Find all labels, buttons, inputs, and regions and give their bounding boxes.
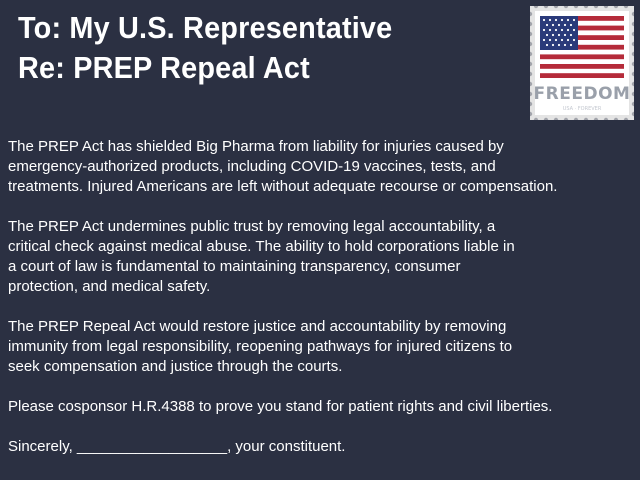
closing-signature: Sincerely, __________________, your constituent. — [8, 438, 346, 455]
to-line: To: My U.S. Representative — [18, 10, 393, 45]
letter-body — [8, 137, 636, 477]
paragraph-public-trust: The PREP Act undermines public trust by removing legal accountability, a critical check against medical abuse. The ability to hold corporations liable in a court of law is fundamental to maintaining transparency, consumer protection, and medical safety. — [8, 218, 515, 295]
paragraph-cosponsor-request: Please cosponsor H.R.4388 to prove you stand for patient rights and civil liberties. — [8, 398, 553, 415]
paragraph-liability: The PREP Act has shielded Big Pharma from liability for injuries caused by emergency-authorized products, including COVID-19 vaccines, tests, and treatments. Injured Americans are left without adequate recourse or compensation. — [8, 138, 558, 195]
re-line: Re: PREP Repeal Act — [18, 50, 310, 85]
us-flag-stamp-icon — [530, 6, 634, 120]
paragraph-repeal-act: The PREP Repeal Act would restore justice and accountability by removing immunity from legal responsibility, reopening pathways for injured citizens to seek compensation and justice through the courts. — [8, 318, 513, 375]
svg-text:FREEDOM: FREEDOM — [533, 84, 631, 104]
svg-text:USA · FOREVER: USA · FOREVER — [562, 106, 602, 112]
letter-header — [18, 8, 518, 88]
